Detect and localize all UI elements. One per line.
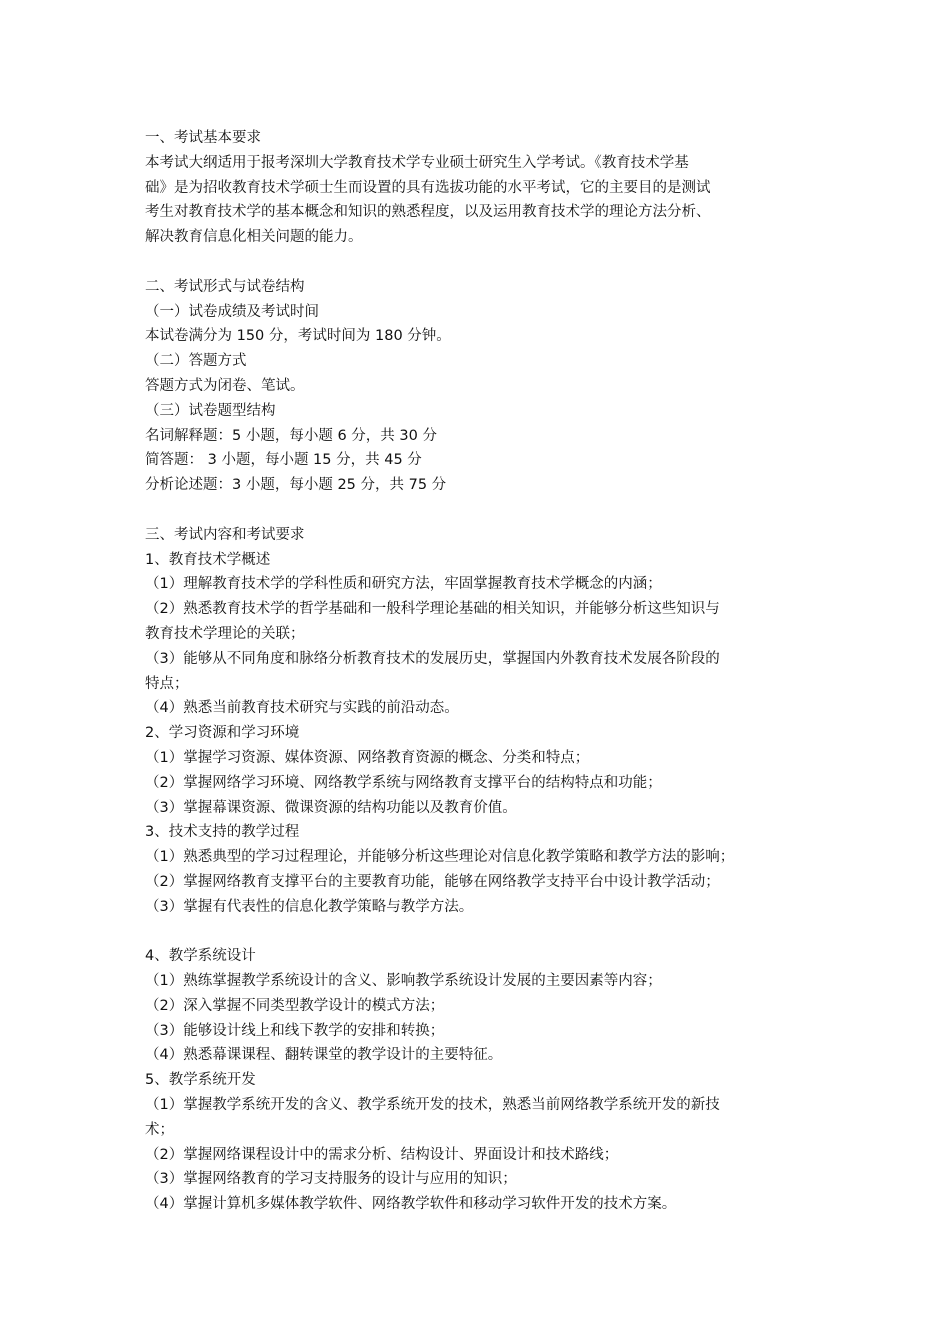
text-line: （2）掌握网络学习环境、网络教学系统与网络教育支撑平台的结构特点和功能； bbox=[145, 774, 662, 791]
text-line: （一）试卷成绩及考试时间 bbox=[145, 303, 319, 320]
text-line: （三）试卷题型结构 bbox=[145, 402, 276, 419]
text-line: 4、教学系统设计 bbox=[145, 948, 256, 965]
text-line: （1）熟练掌握教学系统设计的含义、影响教学系统设计发展的主要因素等内容； bbox=[145, 973, 662, 990]
blank-line bbox=[145, 920, 815, 945]
blank-line bbox=[145, 498, 815, 523]
text-line: （2）掌握网络教育支撑平台的主要教育功能，能够在网络教学支持平台中设计教学活动； bbox=[145, 873, 720, 890]
text-line: （3）掌握幕课资源、微课资源的结构功能以及教育价值。 bbox=[145, 799, 517, 816]
text-line: 1、教育技术学概述 bbox=[145, 551, 271, 568]
text-line: 教育技术学理论的关联； bbox=[145, 625, 305, 642]
document-body bbox=[145, 126, 815, 1217]
text-line: 考生对教育技术学的基本概念和知识的熟悉程度，以及运用教育技术学的理论方法分析、 bbox=[145, 204, 711, 221]
text-line: 3、技术支持的教学过程 bbox=[145, 824, 300, 841]
text-line: 三、考试内容和考试要求 bbox=[145, 526, 305, 543]
text-line: （4）熟悉幕课课程、翻转课堂的教学设计的主要特征。 bbox=[145, 1047, 503, 1064]
text-line: （二）答题方式 bbox=[145, 353, 247, 370]
text-line: （2）掌握网络课程设计中的需求分析、结构设计、界面设计和技术路线； bbox=[145, 1146, 619, 1163]
text-line: （2）熟悉教育技术学的哲学基础和一般科学理论基础的相关知识，并能够分析这些知识与 bbox=[145, 601, 720, 618]
text-line: 一、考试基本要求 bbox=[145, 130, 261, 146]
blank-line bbox=[145, 250, 815, 275]
text-line: 础》是为招收教育技术学硕士生而设置的具有选拔功能的水平考试，它的主要目的是测试 bbox=[145, 179, 711, 196]
text-line: （3）能够从不同角度和脉络分析教育技术的发展历史，掌握国内外教育技术发展各阶段的 bbox=[145, 650, 720, 667]
text-line: 本考试大纲适用于报考深圳大学教育技术学专业硕士研究生入学考试。《教育技术学基 bbox=[145, 154, 689, 171]
text-line: （4）掌握计算机多媒体教学软件、网络教学软件和移动学习软件开发的技术方案。 bbox=[145, 1196, 677, 1213]
text-line: 本试卷满分为 150 分，考试时间为 180 分钟。 bbox=[145, 328, 451, 345]
text-line: （1）理解教育技术学的学科性质和研究方法，牢固掌握教育技术学概念的内涵； bbox=[145, 576, 662, 593]
text-line: 特点； bbox=[145, 675, 189, 692]
text-line: 名词解释题：5 小题，每小题 6 分，共 30 分 bbox=[145, 427, 437, 444]
text-line: （3）能够设计线上和线下教学的安排和转换； bbox=[145, 1022, 445, 1039]
text-line: （4）熟悉当前教育技术研究与实践的前沿动态。 bbox=[145, 700, 459, 717]
text-line: （1）掌握教学系统开发的含义、教学系统开发的技术，熟悉当前网络教学系统开发的新技 bbox=[145, 1097, 720, 1114]
text-line: 二、考试形式与试卷结构 bbox=[145, 278, 305, 295]
text-line: （1）掌握学习资源、媒体资源、网络教育资源的概念、分类和特点； bbox=[145, 749, 590, 766]
text-line: 分析论述题：3 小题，每小题 25 分，共 75 分 bbox=[145, 477, 447, 494]
text-line: 5、教学系统开发 bbox=[145, 1072, 256, 1089]
text-line: （2）深入掌握不同类型教学设计的模式方法； bbox=[145, 997, 445, 1014]
text-line: （1）熟悉典型的学习过程理论，并能够分析这些理论对信息化教学策略和教学方法的影响； bbox=[145, 849, 735, 866]
text-line: 答题方式为闭卷、笔试。 bbox=[145, 377, 305, 394]
text-line: 解决教育信息化相关问题的能力。 bbox=[145, 229, 363, 246]
text-line: （3）掌握网络教育的学习支持服务的设计与应用的知识； bbox=[145, 1171, 517, 1188]
text-line: 2、学习资源和学习环境 bbox=[145, 725, 300, 742]
text-line: （3）掌握有代表性的信息化教学策略与教学方法。 bbox=[145, 898, 474, 915]
text-line: 术； bbox=[145, 1121, 174, 1138]
text-line: 简答题： 3 小题，每小题 15 分，共 45 分 bbox=[145, 452, 422, 469]
